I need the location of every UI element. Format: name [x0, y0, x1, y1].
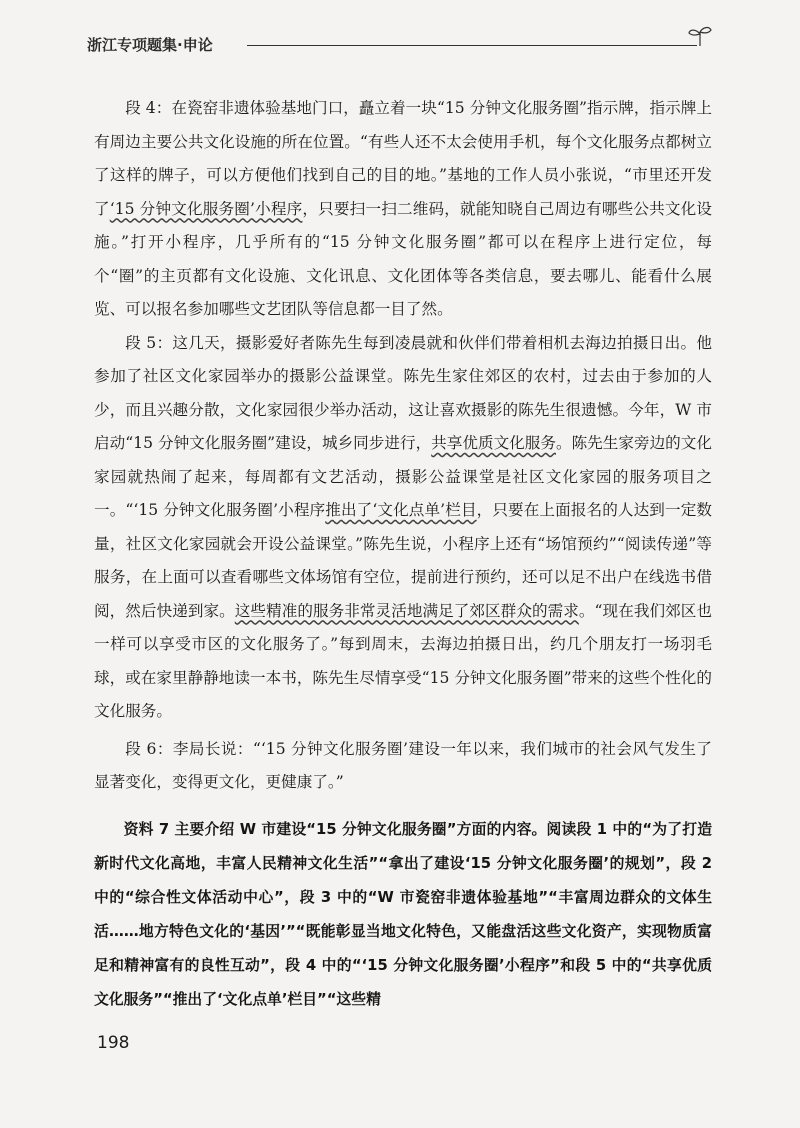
paragraph-5-text-a: 段 5：这几天，摄影爱好者陈先生每到凌晨就和伙伴们带着相机去海边拍摄日出。他参加了社区文化家园举办的摄影公益课堂。陈先生家住郊区的农村，过去由于参加的人少，而且兴趣分散，文化家园很少举办活动，这让喜欢摄影的陈先生很遗憾。今年，W 市启动“15 分钟文化服务圈”建设，城乡同步进行， [94, 333, 712, 452]
sprout-icon [685, 22, 715, 52]
paragraph-4-text-a: 段 4：在瓷窑非遗体验基地门口，矗立着一块“15 分钟文化服务圈”指示牌，指示牌上有周边主要公共文化设施的所在位置。“有些人还不太会使用手机，每个文化服务点都树立了这样的牌子，可以方便他们找到自己的目的地。”基地的工作人员小张说，“市里还开发了 [94, 99, 712, 218]
paragraph-4-text-b: ，只要扫一扫二维码，就能知晓自己周边有哪些公共文化设施。”打开小程序，几乎所有的“15 分钟文化服务圈”都可以在程序上进行定位，每个“圈”的主页都有文化设施、文化讯息、文化团体等各类信息，要去哪儿、能看什么展览、可以报名参加哪些文艺团队等信息都一目了然。 [94, 199, 712, 318]
paragraph-4 [94, 92, 712, 327]
header-rule [247, 45, 697, 46]
paragraph-5-text-b: 。陈先生家旁边的文化家园就热闹了起来，每周都有文艺活动，摄影公益课堂是社区文化家园的服务项目之一。“‘15 分钟文化服务圈’小程序 [94, 434, 712, 519]
page-number: 198 [97, 1033, 130, 1053]
paragraph-4-underline-1: ‘15 分钟文化服务圈’小程序 [109, 199, 303, 218]
analysis-paragraph: 资料 7 主要介绍 W 市建设“15 分钟文化服务圈”方面的内容。阅读段 1 中的“为了打造新时代文化高地，丰富人民精神文化生活”“拿出了建设‘15 分钟文化服务圈’的规划”，段 2 中的“综合性文体活动中心”，段 3 中的“W 市瓷窑非遗体验基地”“丰富周边群众的文体生活……地方特色文化的‘基因’”“既能彰显当地文化特色，又能盘活这些文化资产，实现物质富足和精神富有的良性互动”，段 4 中的“‘15 分钟文化服务圈’小程序”和段 5 中的“共享优质文化服务”“推出了‘文化点单’栏目”“这些精 [94, 821, 712, 1008]
body-text [94, 92, 712, 800]
page-header [87, 34, 712, 64]
paragraph-5-underline-1: 共享优质文化服务 [431, 434, 556, 452]
header-title: 浙江专项题集·申论 [87, 36, 213, 54]
analysis-text [94, 813, 712, 1017]
paragraph-5-underline-3: 这些精准的服务非常灵活地满足了郊区群众的需求 [234, 601, 579, 620]
paragraph-5 [94, 327, 712, 729]
paragraph-5-text-d: 。“现在我们郊区也一样可以享受市区的文化服务了。”每到周末，去海边拍摄日出，约几个朋友打一场羽毛球，或在家里静静地读一本书，陈先生尽情享受“15 分钟文化服务圈”带来的这些个性化的文化服务。 [94, 601, 712, 720]
paragraph-5-text-c: ，只要在上面报名的人达到一定数量，社区文化家园就会开设公益课堂。”陈先生说，小程序上还有“场馆预约”“阅读传递”等服务，在上面可以查看哪些文体场馆有空位，提前进行预约，还可以足不出户在线选书借阅，然后快递到家。 [94, 501, 712, 620]
paragraph-5-underline-2: 推出了‘文化点单’栏目 [325, 501, 477, 519]
paragraph-6: 段 6：李局长说：“‘15 分钟文化服务圈’建设一年以来，我们城市的社会风气发生了显著变化，变得更文化，更健康了。” [94, 739, 712, 791]
